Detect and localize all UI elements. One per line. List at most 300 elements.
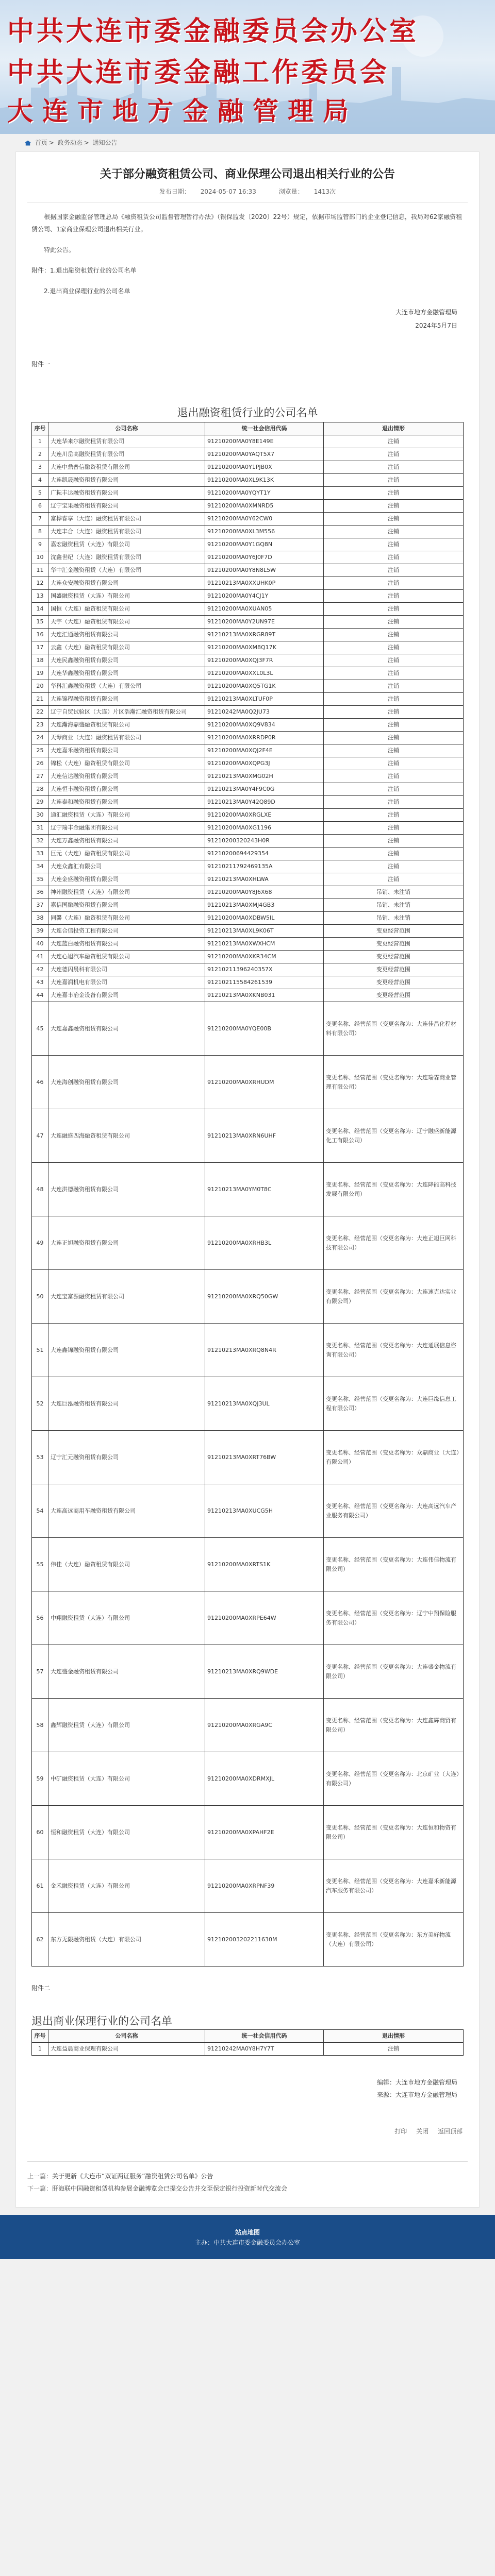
cell-exit-status: 注销 — [324, 719, 464, 732]
cell-company-name: 大连民鑫融资租赁有限公司 — [48, 654, 205, 667]
cell-exit-status: 注销 — [324, 744, 464, 757]
publish-date: 2024-05-07 16:33 — [200, 188, 256, 195]
cell-credit-code: 91210200MA0XL9K13K — [205, 474, 324, 487]
cell-credit-code: 91210200MA0XRPNF39 — [205, 1859, 324, 1913]
cell-credit-code: 91210200MA0XQPG3J — [205, 757, 324, 770]
cell-credit-code: 91210213MA0XUCG5H — [205, 1484, 324, 1538]
cell-credit-code: 91210213MA0XXUHK0P — [205, 577, 324, 590]
cell-exit-status: 注销 — [324, 693, 464, 706]
cell-company-name: 伟佳（大连）融资租赁有限公司 — [48, 1538, 205, 1591]
col-header-no: 序号 — [32, 422, 48, 435]
cell-no: 31 — [32, 822, 48, 835]
editor-label: 编辑： — [376, 2079, 395, 2086]
cell-no: 51 — [32, 1324, 48, 1377]
cell-credit-code: 91210200MA0XRQ50GW — [205, 1270, 324, 1324]
cell-exit-status: 变更经营范围 — [324, 938, 464, 951]
cell-company-name: 大连中鼎普信融资租赁有限公司 — [48, 461, 205, 474]
cell-company-name: 嘉宏融资租赁（大连）有限公司 — [48, 538, 205, 551]
cell-company-name: 大连正旭融资租赁有限公司 — [48, 1216, 205, 1270]
col-header-status: 退出情形 — [324, 422, 464, 435]
prev-next-nav — [27, 2161, 468, 2195]
cell-no: 21 — [32, 693, 48, 706]
table-row — [32, 603, 464, 616]
cell-no: 2 — [32, 448, 48, 461]
cell-credit-code: 91210200MA0XUAN05 — [205, 603, 324, 616]
views-label: 浏览量： — [278, 188, 304, 195]
breadcrumb-news[interactable]: 政务动态 — [57, 139, 82, 146]
cell-exit-status: 注销 — [324, 474, 464, 487]
cell-company-name: 大连华鑫融资租赁有限公司 — [48, 667, 205, 680]
source-line — [31, 2089, 464, 2101]
cell-exit-status: 变更名称、经营范围（变更名称为：众鼎商业（大连）有限公司） — [324, 1431, 464, 1484]
site-footer — [0, 2215, 495, 2259]
table-row — [32, 693, 464, 706]
cell-company-name: 辽宁宝果融资租赁有限公司 — [48, 500, 205, 513]
table-row — [32, 744, 464, 757]
table-row — [32, 912, 464, 925]
cell-company-name: 大连海创融资租赁有限公司 — [48, 1056, 205, 1109]
cell-company-name: 大连嘉禾融资租赁有限公司 — [48, 744, 205, 757]
next-label: 下一篇： — [27, 2185, 53, 2192]
cell-company-name: 大连川岳高融资租赁有限公司 — [48, 448, 205, 461]
cell-exit-status: 变更名称、经营范围（变更名称为：大连降能高科技发展有限公司） — [324, 1163, 464, 1216]
table-row — [32, 1270, 464, 1324]
cell-credit-code: 91210213MA0XRN6UHF — [205, 1109, 324, 1163]
cell-credit-code: 91210200MA0XDBW5IL — [205, 912, 324, 925]
table-row — [32, 770, 464, 783]
cell-credit-code: 91210200MA0XPAHF2E — [205, 1806, 324, 1859]
cell-no: 42 — [32, 963, 48, 976]
cell-credit-code: 91210213MA0Y42Q89D — [205, 796, 324, 809]
cell-company-name: 大连宝富源融资租赁有限公司 — [48, 1270, 205, 1324]
banner-title-line1: 中共大连市委金融委员会办公室 — [7, 15, 419, 47]
cell-credit-code: 91210200694429354 — [205, 848, 324, 860]
back-to-top-button[interactable]: 返回顶部 — [437, 2128, 463, 2135]
cell-no: 25 — [32, 744, 48, 757]
cell-company-name: 华中汇金融资租赁（大连）有限公司 — [48, 564, 205, 577]
cell-exit-status: 变更名称、经营范围（变更名称为：大连鑫辉商贸有限公司） — [324, 1699, 464, 1752]
article-title: 关于部分融资租赁公司、商业保理公司退出相关行业的公告 — [100, 168, 395, 181]
attachment-link-2[interactable]: 2.退出商业保理行业的公司名单 — [44, 287, 130, 295]
cell-no: 7 — [32, 513, 48, 526]
cell-no: 50 — [32, 1270, 48, 1324]
cell-credit-code: 91210200MA0Y62CW0 — [205, 513, 324, 526]
table-row — [32, 757, 464, 770]
cell-no: 37 — [32, 899, 48, 912]
cell-exit-status: 注销 — [324, 564, 464, 577]
cell-exit-status: 注销 — [324, 590, 464, 603]
table-row — [32, 899, 464, 912]
cell-credit-code: 912102003202211630M — [205, 1913, 324, 1967]
cell-credit-code: 91210200MA0XXL0L3L — [205, 667, 324, 680]
sitemap-link[interactable]: 站点地图 — [235, 2229, 260, 2236]
cell-no: 22 — [32, 706, 48, 719]
cell-no: 41 — [32, 951, 48, 963]
leasing-exit-table — [31, 422, 464, 1967]
table-row — [32, 822, 464, 835]
body-paragraph: 特此公告。 — [44, 246, 75, 253]
cell-credit-code: 91210200MA0XQJ3F7R — [205, 654, 324, 667]
cell-company-name: 大连高远商用车融资租赁有限公司 — [48, 1484, 205, 1538]
cell-no: 43 — [32, 976, 48, 989]
table-row — [32, 538, 464, 551]
cell-exit-status: 注销 — [324, 873, 464, 886]
cell-company-name: 大连蓝白融资租赁有限公司 — [48, 938, 205, 951]
cell-exit-status: 变更名称、经营范围（变更名称为：大连盛金物流有限公司） — [324, 1645, 464, 1699]
cell-credit-code: 91210213MA0XRQ9WDE — [205, 1645, 324, 1699]
cell-no: 44 — [32, 989, 48, 1002]
table-row — [32, 860, 464, 873]
cell-credit-code: 91210213MA0XMG02H — [205, 770, 324, 783]
cell-no: 59 — [32, 1752, 48, 1806]
cell-exit-status: 变更名称、经营范围（变更名称为：大连正旭巨网科技有限公司） — [324, 1216, 464, 1270]
table-row — [32, 989, 464, 1002]
article-body — [27, 202, 468, 2101]
cell-exit-status: 注销 — [324, 770, 464, 783]
table-row — [32, 1645, 464, 1699]
cell-exit-status: 注销 — [324, 526, 464, 538]
cell-credit-code: 91210213MA0XRQ8N4R — [205, 1324, 324, 1377]
table-row — [32, 1484, 464, 1538]
cell-no: 24 — [32, 732, 48, 744]
table-row — [32, 1699, 464, 1752]
cell-no: 1 — [32, 435, 48, 448]
table-row — [32, 616, 464, 629]
table-row — [32, 1163, 464, 1216]
cell-exit-status: 变更名称、经营范围（变更名称为：大连伟佳物流有限公司） — [324, 1538, 464, 1591]
cell-credit-code: 91210200MA0XQ5TG1K — [205, 680, 324, 693]
cell-credit-code: 91210200MA0XRGLXE — [205, 809, 324, 822]
cell-company-name: 同馨（大连）融资租赁有限公司 — [48, 912, 205, 925]
cell-exit-status: 注销 — [324, 654, 464, 667]
cell-no: 34 — [32, 860, 48, 873]
table-row — [32, 719, 464, 732]
table-row — [32, 706, 464, 719]
table-row — [32, 848, 464, 860]
cell-credit-code: 91210200MA0XRRDP0R — [205, 732, 324, 744]
site-banner — [0, 0, 495, 134]
cell-exit-status: 注销 — [324, 706, 464, 719]
cell-company-name: 大连益晨商业保理有限公司 — [48, 2043, 205, 2056]
cell-company-name: 大连洪德融资租赁有限公司 — [48, 1163, 205, 1216]
cell-company-name: 锦松（大连）融资租赁有限公司 — [48, 757, 205, 770]
cell-credit-code: 91210200MA0XQJ2F4E — [205, 744, 324, 757]
cell-no: 49 — [32, 1216, 48, 1270]
cell-credit-code: 91210200MA0XMNRD5 — [205, 500, 324, 513]
cell-exit-status: 注销 — [324, 822, 464, 835]
cell-company-name: 大连众安融资租赁有限公司 — [48, 577, 205, 590]
cell-credit-code: 91210213MA0XRT76BW — [205, 1431, 324, 1484]
cell-no: 32 — [32, 835, 48, 848]
cell-company-name: 大连心旭汽车融资租赁有限公司 — [48, 951, 205, 963]
table1-title: 退出融资租赁行业的公司名单 — [177, 406, 318, 419]
table-row — [32, 590, 464, 603]
table-row — [32, 1538, 464, 1591]
annex2-label: 附件二 — [31, 1985, 51, 1992]
print-button[interactable]: 打印 — [394, 2128, 407, 2135]
cell-no: 36 — [32, 886, 48, 899]
cell-exit-status: 注销 — [324, 835, 464, 848]
cell-no: 33 — [32, 848, 48, 860]
cell-credit-code: 91210211396240357X — [205, 963, 324, 976]
cell-exit-status: 变更名称、经营范围（变更名称为：大连嘉禾新能源汽车服务有限公司） — [324, 1859, 464, 1913]
cell-credit-code: 91210200MA0XRHUDM — [205, 1056, 324, 1109]
table2-title: 退出商业保理行业的公司名单 — [31, 2015, 172, 2027]
table-row — [32, 1377, 464, 1431]
article-meta — [27, 187, 468, 202]
cell-no: 60 — [32, 1806, 48, 1859]
cell-credit-code: 91210200MA0Y8E149E — [205, 435, 324, 448]
cell-credit-code: 91210242MA0Y8H7Y7T — [205, 2043, 324, 2056]
signature-org: 大连市地方金融管理局 — [395, 309, 457, 316]
cell-exit-status: 变更名称、经营范围（变更名称为：大连速克达实业有限公司） — [324, 1270, 464, 1324]
cell-exit-status: 吊销、未注销 — [324, 886, 464, 899]
article-tools — [27, 2127, 468, 2136]
source-label: 来源： — [376, 2091, 395, 2098]
cell-exit-status: 变更名称、经营范围（变更名称为：辽宁中翔保险服务有限公司） — [324, 1591, 464, 1645]
table-row — [32, 461, 464, 474]
close-button[interactable]: 关闭 — [416, 2128, 429, 2135]
cell-exit-status: 变更名称、经营范围（变更名称为：大连瑞霖商业管理有限公司） — [324, 1056, 464, 1109]
cell-no: 13 — [32, 590, 48, 603]
table-row — [32, 448, 464, 461]
source-value: 大连市地方金融管理局 — [395, 2091, 457, 2098]
table-row — [32, 976, 464, 989]
cell-exit-status: 注销 — [324, 732, 464, 744]
cell-exit-status: 注销 — [324, 667, 464, 680]
cell-credit-code: 91210200MA0Y1PJB0X — [205, 461, 324, 474]
cell-exit-status: 注销 — [324, 577, 464, 590]
table-row — [32, 654, 464, 667]
table-row — [32, 951, 464, 963]
cell-exit-status: 注销 — [324, 435, 464, 448]
table-row — [32, 667, 464, 680]
cell-exit-status: 变更名称、经营范围（变更名称为：大连巨缘信息工程有限公司） — [324, 1377, 464, 1431]
table-row — [32, 835, 464, 848]
cell-company-name: 中矿融资租赁（大连）有限公司 — [48, 1752, 205, 1806]
cell-no: 12 — [32, 577, 48, 590]
cell-no: 40 — [32, 938, 48, 951]
table-row — [32, 963, 464, 976]
cell-company-name: 大连瀚海鼎盛融资租赁有限公司 — [48, 719, 205, 732]
attachment-link-1[interactable]: 附件：1.退出融资租赁行业的公司名单 — [31, 267, 137, 274]
cell-no: 17 — [32, 641, 48, 654]
cell-company-name: 大连嘉鑫融资租赁有限公司 — [48, 1002, 205, 1056]
cell-company-name: 大连嘉丰冶金设备有限公司 — [48, 989, 205, 1002]
cell-no: 5 — [32, 487, 48, 500]
table-row — [32, 641, 464, 654]
cell-credit-code: 91210242MA0Q2JU73 — [205, 706, 324, 719]
table-row — [32, 925, 464, 938]
cell-exit-status: 注销 — [324, 848, 464, 860]
cell-no: 58 — [32, 1699, 48, 1752]
table-row — [32, 886, 464, 899]
cell-no: 48 — [32, 1163, 48, 1216]
cell-company-name: 嘉信国融融资租赁有限公司 — [48, 899, 205, 912]
cell-exit-status: 注销 — [324, 757, 464, 770]
table-row — [32, 1859, 464, 1913]
cell-credit-code: 91210200MA0YQE00B — [205, 1002, 324, 1056]
table-row — [32, 487, 464, 500]
cell-credit-code: 91210200MA0Y6J0F7D — [205, 551, 324, 564]
cell-exit-status: 注销 — [324, 629, 464, 641]
cell-credit-code: 91210200MA0Y2UN97E — [205, 616, 324, 629]
article-container — [15, 151, 480, 2208]
cell-exit-status: 注销 — [324, 603, 464, 616]
table-row — [32, 1913, 464, 1967]
cell-no: 54 — [32, 1484, 48, 1538]
cell-credit-code: 91210213MA0YM0T8C — [205, 1163, 324, 1216]
breadcrumb-home[interactable]: 首页 — [35, 139, 47, 146]
cell-exit-status: 注销 — [324, 680, 464, 693]
cell-no: 56 — [32, 1591, 48, 1645]
cell-company-name: 中翔融资租赁（大连）有限公司 — [48, 1591, 205, 1645]
col-header-name: 公司名称 — [48, 2030, 205, 2043]
cell-exit-status: 注销 — [324, 616, 464, 629]
cell-no: 3 — [32, 461, 48, 474]
cell-company-name: 大连嘉润机电有限公司 — [48, 976, 205, 989]
editor-line — [31, 2076, 464, 2089]
cell-credit-code: 91210213MA0XL9K06T — [205, 925, 324, 938]
table-row — [32, 577, 464, 590]
table-row — [32, 796, 464, 809]
table-row — [32, 1752, 464, 1806]
cell-no: 35 — [32, 873, 48, 886]
cell-company-name: 东方无限融资租赁（大连）有限公司 — [48, 1913, 205, 1967]
cell-exit-status: 吊销、未注销 — [324, 912, 464, 925]
cell-company-name: 广耘丰达融资租赁有限公司 — [48, 487, 205, 500]
cell-credit-code: 91210200MA0XRPE64W — [205, 1591, 324, 1645]
prev-article-link[interactable]: 关于更新《大连市“双证两证服务”融资租赁公司名单》公告 — [52, 2173, 213, 2180]
cell-company-name: 大连德闪晨科有限公司 — [48, 963, 205, 976]
cell-exit-status: 注销 — [324, 461, 464, 474]
cell-no: 1 — [32, 2043, 48, 2056]
next-article-link[interactable]: 肝海联中国融资租赁机构参展金融博览会已提交公告并交至保定银行投资新时代交流会 — [52, 2185, 288, 2192]
cell-company-name: 恒和融资租赁（大连）有限公司 — [48, 1806, 205, 1859]
cell-company-name: 大连汇通融资租赁有限公司 — [48, 629, 205, 641]
col-header-code: 统一社会信用代码 — [205, 422, 324, 435]
cell-exit-status: 注销 — [324, 641, 464, 654]
cell-exit-status: 注销 — [324, 809, 464, 822]
cell-credit-code: 91210213MA0XKNB031 — [205, 989, 324, 1002]
cell-exit-status: 注销 — [324, 500, 464, 513]
cell-no: 47 — [32, 1109, 48, 1163]
cell-no: 11 — [32, 564, 48, 577]
cell-no: 9 — [32, 538, 48, 551]
table-row — [32, 680, 464, 693]
cell-credit-code: 91210200MA0XG1196 — [205, 822, 324, 835]
table-row — [32, 551, 464, 564]
cell-company-name: 大连众鑫汇有限公司 — [48, 860, 205, 873]
cell-credit-code: 91210213MA0XWXHCM — [205, 938, 324, 951]
cell-exit-status: 变更名称、经营范围（变更名称为：辽宁融盛新能源化工有限公司） — [324, 1109, 464, 1163]
breadcrumb: 首页 > 政务动态 > 通知公告 — [0, 134, 495, 151]
cell-credit-code: 91210200MA0XRGA9C — [205, 1699, 324, 1752]
cell-company-name: 鑫辉融资租赁（大连）有限公司 — [48, 1699, 205, 1752]
cell-no: 8 — [32, 526, 48, 538]
cell-no: 23 — [32, 719, 48, 732]
cell-no: 16 — [32, 629, 48, 641]
banner-title-line3: 大连市地方金融管理局 — [7, 96, 358, 126]
cell-exit-status: 变更经营范围 — [324, 951, 464, 963]
cell-company-name: 大连融盛四海融资租赁有限公司 — [48, 1109, 205, 1163]
factoring-exit-table — [31, 2029, 464, 2056]
cell-credit-code: 91210213MA0XQJ3UL — [205, 1377, 324, 1431]
cell-company-name: 神州融资租赁（大连）有限公司 — [48, 886, 205, 899]
cell-no: 39 — [32, 925, 48, 938]
breadcrumb-notices[interactable]: 通知公告 — [92, 139, 118, 146]
cell-company-name: 华科汇鑫融资租赁（大连）有限公司 — [48, 680, 205, 693]
cell-exit-status: 变更名称、经营范围（变更名称为：大连佳昌化程材料有限公司） — [324, 1002, 464, 1056]
cell-exit-status: 吊销、未注销 — [324, 899, 464, 912]
cell-credit-code: 91210200MA0YAQT5X7 — [205, 448, 324, 461]
table-row — [32, 564, 464, 577]
cell-credit-code: 91210200MA0Y8N8L5W — [205, 564, 324, 577]
cell-no: 46 — [32, 1056, 48, 1109]
table-row — [32, 809, 464, 822]
col-header-code: 统一社会信用代码 — [205, 2030, 324, 2043]
table-row — [32, 1806, 464, 1859]
table-row — [32, 1216, 464, 1270]
table-row — [32, 1109, 464, 1163]
col-header-no: 序号 — [32, 2030, 48, 2043]
signature-date: 2024年5月7日 — [415, 322, 457, 329]
cell-exit-status: 变更名称、经营范围（变更名称为：大连通展信息咨询有限公司） — [324, 1324, 464, 1377]
cell-company-name: 通汇融资租赁（大连）有限公司 — [48, 809, 205, 822]
cell-credit-code: 91210200MA0Y8J6X68 — [205, 886, 324, 899]
cell-no: 29 — [32, 796, 48, 809]
cell-credit-code: 91210200MA0XDRMXJL — [205, 1752, 324, 1806]
cell-exit-status: 变更名称、经营范围（变更名称为：大连恒和物资有限公司） — [324, 1806, 464, 1859]
table-row — [32, 1002, 464, 1056]
cell-no: 61 — [32, 1859, 48, 1913]
cell-no: 62 — [32, 1913, 48, 1967]
table-row — [32, 1591, 464, 1645]
cell-credit-code: 91210200MA0YQYT1Y — [205, 487, 324, 500]
table-row — [32, 435, 464, 448]
table-row — [32, 2043, 464, 2056]
cell-no: 57 — [32, 1645, 48, 1699]
cell-company-name: 天宇（大连）融资租赁有限公司 — [48, 616, 205, 629]
cell-company-name: 云鑫（大连）融资租赁有限公司 — [48, 641, 205, 654]
cell-credit-code: 91210200MA0XM8Q17K — [205, 641, 324, 654]
table-row — [32, 783, 464, 796]
table-row — [32, 1431, 464, 1484]
table-row — [32, 474, 464, 487]
cell-no: 53 — [32, 1431, 48, 1484]
cell-company-name: 国恒（大连）融资租赁有限公司 — [48, 603, 205, 616]
cell-exit-status: 变更名称、经营范围（变更名称为：北京矿业（大连）有限公司） — [324, 1752, 464, 1806]
cell-company-name: 辽宁瑞丰金融集团有限公司 — [48, 822, 205, 835]
cell-credit-code: 91210213MA0XRGR89T — [205, 629, 324, 641]
cell-exit-status: 变更经营范围 — [324, 963, 464, 976]
cell-company-name: 大连丰合（大连）融资租赁有限公司 — [48, 526, 205, 538]
cell-credit-code: 91210211792469135A — [205, 860, 324, 873]
cell-exit-status: 注销 — [324, 783, 464, 796]
cell-company-name: 大连金盛融资租赁有限公司 — [48, 873, 205, 886]
cell-no: 18 — [32, 654, 48, 667]
cell-exit-status: 变更名称、经营范围（变更名称为：大连高远汽车产业服务有限公司） — [324, 1484, 464, 1538]
banner-title-line2: 中共大连市委金融工作委员会 — [7, 57, 390, 88]
cell-exit-status: 变更名称、经营范围（变更名称为：东方美好物流（大连）有限公司） — [324, 1913, 464, 1967]
cell-credit-code: 91210213MA0XMJ4GB3 — [205, 899, 324, 912]
cell-exit-status: 注销 — [324, 860, 464, 873]
cell-company-name: 金禾融资租赁（大连）有限公司 — [48, 1859, 205, 1913]
table-row — [32, 500, 464, 513]
cell-no: 45 — [32, 1002, 48, 1056]
table-row — [32, 732, 464, 744]
cell-credit-code: 91210200MA0XKR34CM — [205, 951, 324, 963]
